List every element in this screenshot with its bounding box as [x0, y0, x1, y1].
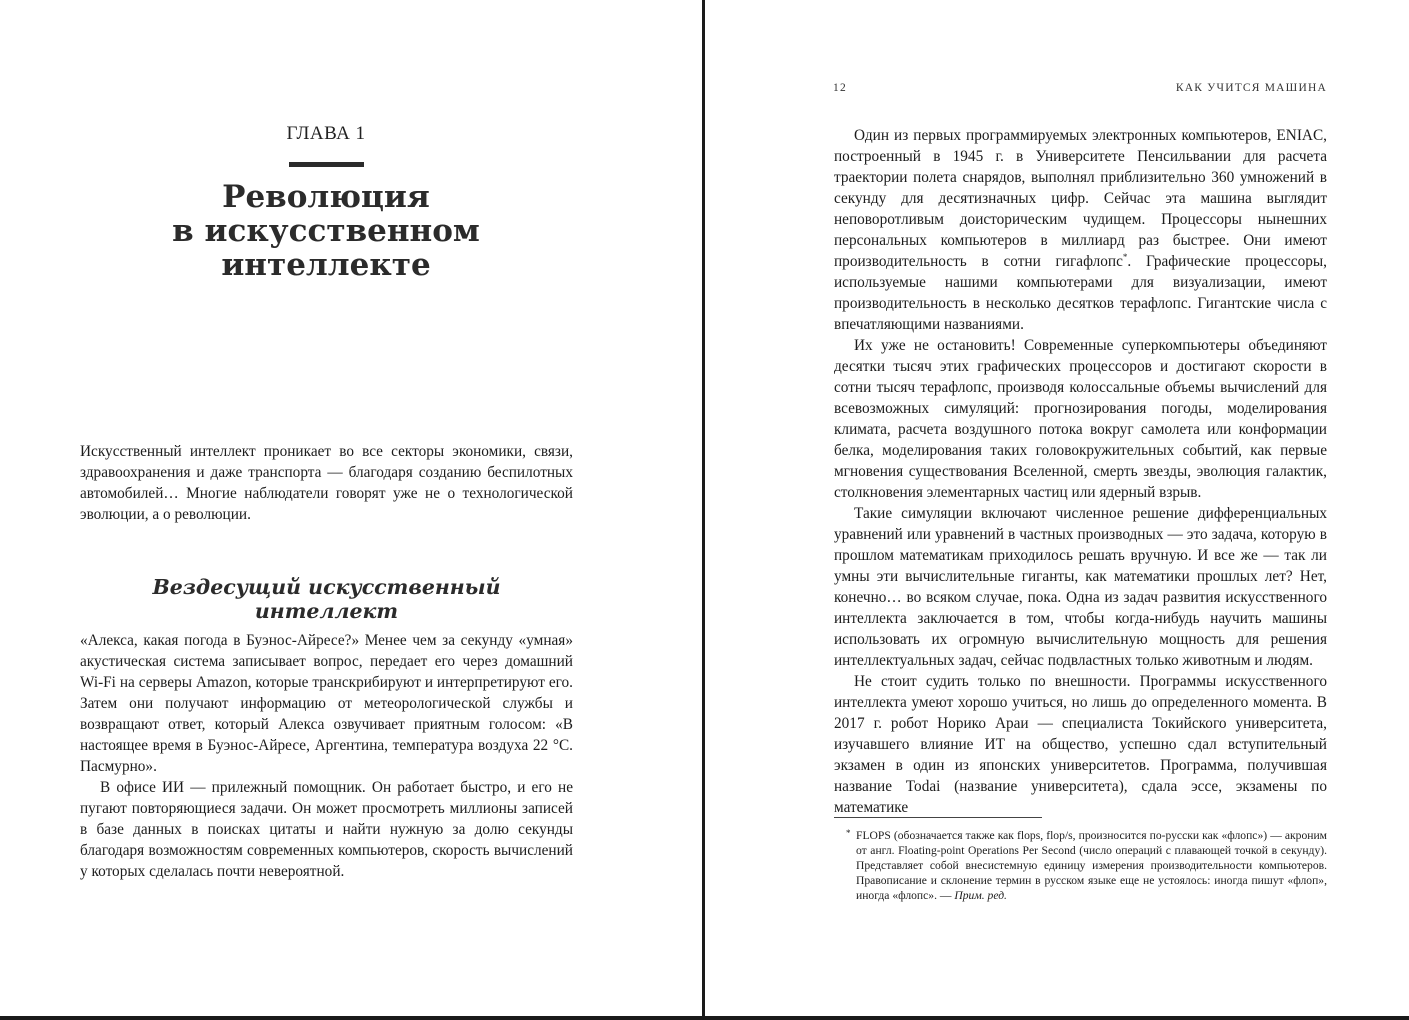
section-title: Вездесущий искусственный интеллект: [152, 575, 501, 623]
chapter-title: [126, 180, 526, 282]
body-paragraph: «Алекса, какая погода в Буэнос-Айресе?» Менее чем за секунду «умная» акустическая система записывает вопрос, передает его через домашний Wi-Fi на серверы Amazon, которые транскрибируют и интерпретируют его. Затем они получают информацию от метеорологической службы и возвращают ответ, который Алекса озвучивает приятным голосом: «В настоящее время в Буэнос-Айресе, Аргентина, температура воздуха 22 °С. Пасмурно».: [80, 632, 573, 775]
body-paragraph: Их уже не остановить! Современные суперкомпьютеры объединяют десятки тысяч этих графических процессоров и достигают скорости в сотни тысяч терафлопс, производя колоссальные объемы вычислений для всевозможных симуляций: прогнозирования погоды, моделирования климата, расчета воздушного потока вокруг самолета или конформации белка, моделирования таких головокружительных событий, как первые мгновения существования Вселенной, смерть звезды, эволюция галактик, столкновения элементарных частиц или ядерный взрыв.: [834, 337, 1327, 501]
page-number: 12: [833, 82, 847, 94]
body-paragraph: Не стоит судить только по внешности. Программы искусственного интеллекта умеют хорошо учиться, но лишь до определенного момента. В 2017 г. робот Норико Араи — специалиста Токийского университета, изучавшего влияние ИТ на общество, успешно сдал вступительный экзамен в один из японских университетов. Программа, получившая название Todai (название университета), сдала эссе, экзамены по математике: [834, 673, 1327, 816]
chapter-intro: Искусственный интеллект проникает во все секторы экономики, связи, здравоохранения и даже транспорта — благодаря созданию беспилотных автомобилей… Многие наблюдатели говорят уже не о технологической эволюции, а о революции.: [80, 443, 573, 523]
body-text: Один из первых программируемых электронных компьютеров, ENIAC, построенный в 1945 г. в Университете Пенсильвании для расчета траектории полета снарядов, выполнял приблизительно 360 умножений в секунду для десятизначных цифр. Сейчас эта машина выглядит неповоротливым доисторическим чудищем. Процессоры нынешних персональных компьютеров в миллиард раз быстрее. Они имеют производительность в сотни гигафлопс: [834, 127, 1327, 270]
chapter-title-line: в искусственном: [172, 213, 480, 249]
footnote-text: FLOPS (обозначается также как flops, flop/s, произносится по-русски как «флопс») — акроним от англ. Floating-point Operations Per Second (число операций с плавающей точкой в секунду). Представляет собой внесистемную единицу измерения производительности компьютеров. Правописание и склонение термин в русском языке еще не устоялось: иногда пишут «флоп», иногда «флопс». —: [856, 829, 1327, 902]
left-body-text: [80, 630, 573, 882]
chapter-title-line: Революция: [222, 179, 430, 215]
chapter-divider: [289, 162, 364, 167]
left-page: [0, 0, 702, 1017]
body-paragraph: [834, 125, 1327, 335]
chapter-label: ГЛАВА 1: [286, 123, 366, 144]
footnote-mark: *: [846, 828, 851, 838]
chapter-title-line: интеллекте: [221, 247, 431, 283]
body-paragraph: Такие симуляции включают численное решение дифференциальных уравнений или уравнений в частных производных — это задача, которую в прошлом математикам приходилось решать вручную. И все же — так ли умны эти вычислительные гиганты, как математики прошлых лет? Нет, конечно… во всяком случае, пока. Одна из задач развития искусственного интеллекта заключается в том, чтобы когда-нибудь научить машины использовать их огромную вычислительную мощность для решения интеллектуальных задач, сейчас подвластных только животным и людям.: [834, 505, 1327, 669]
running-title: КАК УЧИТСЯ МАШИНА: [1175, 82, 1327, 94]
footnote-reference[interactable]: *: [1122, 251, 1128, 262]
footnote: [846, 828, 1327, 903]
footnote-divider: [834, 817, 1042, 818]
footnote-editor-note: Прим. ред.: [954, 889, 1007, 902]
body-text: . Графические процессоры, используемые нашими компьютерами для визуализации, имеют производительность в несколько десятков терафлопс. Гигантские числа с впечатляющими названиями.: [834, 253, 1327, 333]
right-body-text: [834, 125, 1327, 818]
page-bottom-edge: [0, 1016, 1409, 1020]
body-paragraph: В офисе ИИ — прилежный помощник. Он работает быстро, и его не пугают повторяющиеся задачи. Он может просмотреть миллионы записей в базе данных в поисках цитаты и найти нужную за долю секунды благодаря возможностям современных компьютеров, скорость вычислений у которых сделалась почти невероятной.: [80, 779, 573, 880]
